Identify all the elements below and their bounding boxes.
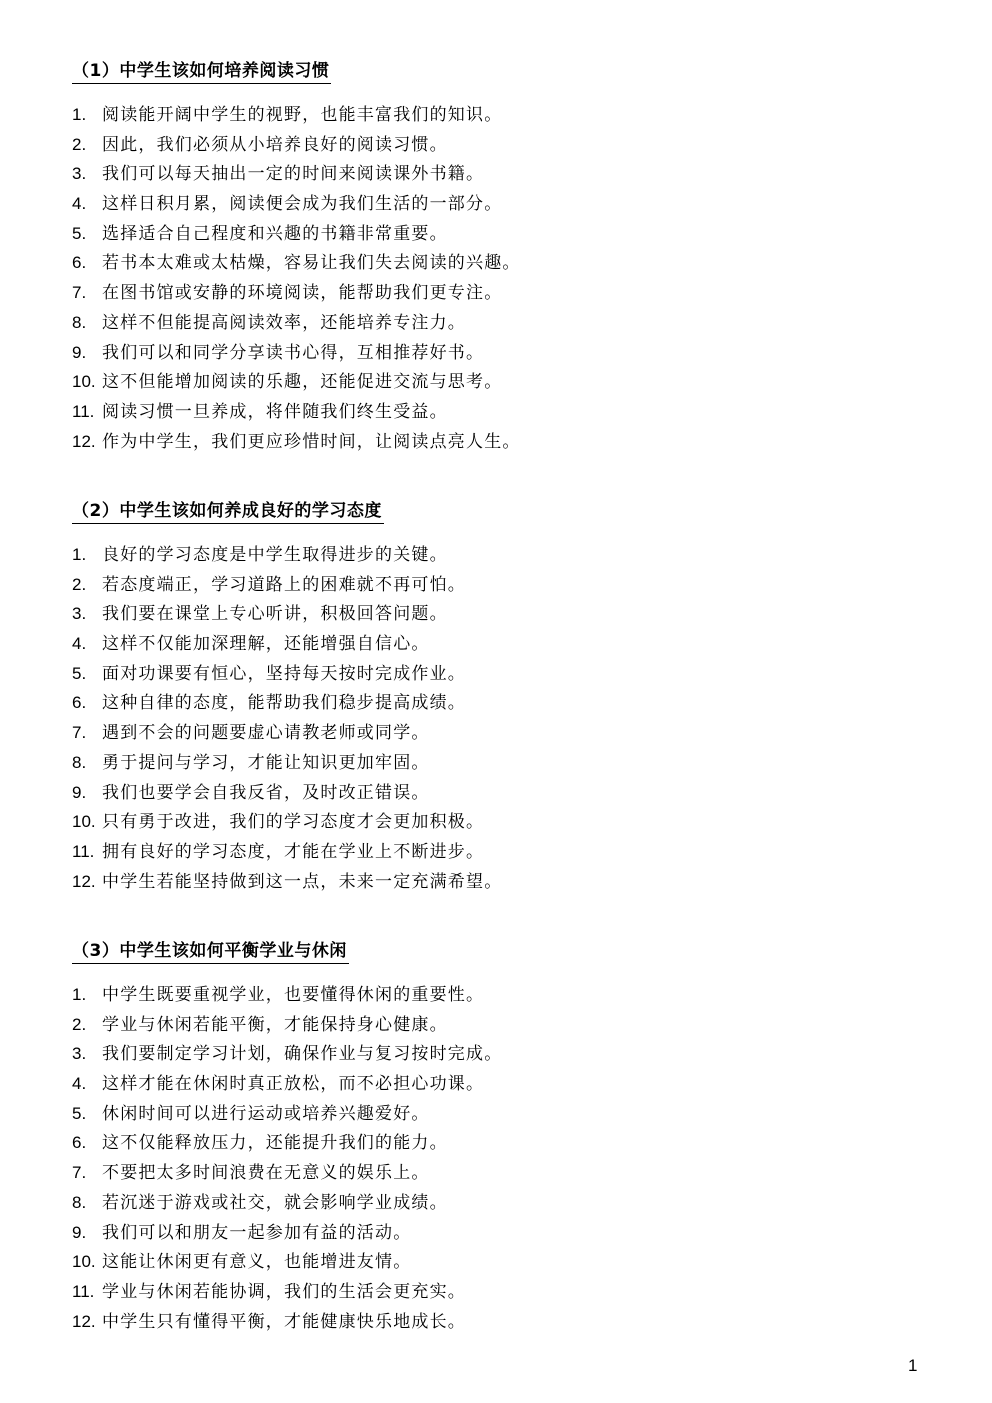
list-item <box>72 367 521 397</box>
list-item <box>72 1188 502 1218</box>
item-text: 这样不仅能加深理解，还能增强自信心。 <box>102 634 430 655</box>
list-item <box>72 688 502 718</box>
item-number: 4. <box>72 1074 87 1094</box>
item-text: 在图书馆或安静的环境阅读，能帮助我们更专注。 <box>102 283 503 304</box>
item-text: 我们要在课堂上专心听讲，积极回答问题。 <box>102 604 448 625</box>
item-text: 良好的学习态度是中学生取得进步的关键。 <box>102 545 448 565</box>
item-text: 阅读能开阔中学生的视野，也能丰富我们的知识。 <box>102 105 503 125</box>
list-item <box>72 1128 502 1158</box>
list-item <box>72 338 521 368</box>
item-number: 3. <box>72 1044 87 1064</box>
item-number: 8. <box>72 312 87 332</box>
item-text: 不要把太多时间浪费在无意义的娱乐上。 <box>102 1163 430 1184</box>
section-title: （3）中学生该如何平衡学业与休闲 <box>72 940 349 964</box>
item-number: 11. <box>72 1281 95 1301</box>
item-number: 11. <box>72 841 95 861</box>
item-number: 12. <box>72 1311 96 1331</box>
item-text: 我们可以和朋友一起参加有益的活动。 <box>102 1222 412 1243</box>
item-number: 8. <box>72 1192 87 1212</box>
list-item <box>72 837 502 867</box>
item-number: 11. <box>72 401 95 421</box>
item-text: 我们要制定学习计划，确保作业与复习按时完成。 <box>102 1044 503 1065</box>
sentence-list <box>72 980 502 1336</box>
list-item <box>72 867 502 897</box>
section-title: （2）中学生该如何养成良好的学习态度 <box>72 500 384 524</box>
item-text: 这样日积月累，阅读便会成为我们生活的一部分。 <box>102 194 503 215</box>
item-text: 这样不但能提高阅读效率，还能培养专注力。 <box>102 312 466 333</box>
item-text: 我们也要学会自我反省，及时改正错误。 <box>102 782 430 803</box>
page-number: 1 <box>908 1356 918 1375</box>
list-item <box>72 540 502 570</box>
item-text: 面对功课要有恒心，坚持每天按时完成作业。 <box>102 663 466 684</box>
item-text: 中学生只有懂得平衡，才能健康快乐地成长。 <box>102 1311 466 1332</box>
item-number: 1. <box>72 985 87 1004</box>
item-number: 6. <box>72 253 87 273</box>
item-text: 若书本太难或太枯燥，容易让我们失去阅读的兴趣。 <box>102 253 521 274</box>
list-item <box>72 1277 502 1307</box>
item-number: 7. <box>72 723 87 743</box>
list-item <box>72 629 502 659</box>
list-item <box>72 159 521 189</box>
item-text: 若沉迷于游戏或社交，就会影响学业成绩。 <box>102 1192 448 1213</box>
list-item <box>72 807 502 837</box>
item-number: 6. <box>72 1133 87 1153</box>
sentence-list <box>72 100 521 456</box>
list-item <box>72 248 521 278</box>
item-text: 勇于提问与学习，才能让知识更加牢固。 <box>102 752 430 773</box>
item-text: 这不仅能释放压力，还能提升我们的能力。 <box>102 1133 448 1154</box>
list-item <box>72 1099 502 1129</box>
item-text: 学业与休闲若能协调，我们的生活会更充实。 <box>102 1281 466 1302</box>
list-item <box>72 1158 502 1188</box>
list-item <box>72 278 521 308</box>
item-number: 9. <box>72 342 87 362</box>
list-item <box>72 1218 502 1248</box>
item-number: 8. <box>72 752 87 772</box>
list-item <box>72 599 502 629</box>
item-number: 3. <box>72 164 87 184</box>
list-item <box>72 980 502 1010</box>
item-number: 5. <box>72 223 87 243</box>
item-number: 12. <box>72 431 96 451</box>
section-learning-attitude <box>72 500 932 892</box>
item-text: 这不但能增加阅读的乐趣，还能促进交流与思考。 <box>102 372 503 393</box>
item-text: 这样才能在休闲时真正放松，而不必担心功课。 <box>102 1074 485 1095</box>
list-item <box>72 1247 502 1277</box>
list-item <box>72 570 502 600</box>
item-text: 我们可以每天抽出一定的时间来阅读课外书籍。 <box>102 164 485 185</box>
list-item <box>72 219 521 249</box>
item-text: 我们可以和同学分享读书心得，互相推荐好书。 <box>102 342 485 363</box>
item-text: 学业与休闲若能平衡，才能保持身心健康。 <box>102 1014 448 1035</box>
item-number: 6. <box>72 693 87 713</box>
item-text: 若态度端正，学习道路上的困难就不再可怕。 <box>102 574 466 595</box>
item-text: 因此，我们必须从小培养良好的阅读习惯。 <box>102 134 448 155</box>
section-reading-habits <box>72 60 932 452</box>
sentence-list <box>72 540 502 896</box>
item-number: 10. <box>72 372 96 392</box>
item-number: 1. <box>72 105 87 124</box>
item-text: 中学生若能坚持做到这一点，未来一定充满希望。 <box>102 871 503 892</box>
item-number: 5. <box>72 1103 87 1123</box>
list-item <box>72 1307 502 1337</box>
list-item <box>72 1069 502 1099</box>
list-item <box>72 1039 502 1069</box>
item-text: 选择适合自己程度和兴趣的书籍非常重要。 <box>102 223 448 244</box>
item-number: 10. <box>72 1252 96 1272</box>
item-number: 7. <box>72 283 87 303</box>
list-item <box>72 100 521 130</box>
item-number: 7. <box>72 1163 87 1183</box>
item-number: 2. <box>72 574 87 594</box>
list-item <box>72 718 502 748</box>
list-item <box>72 427 521 457</box>
list-item <box>72 748 502 778</box>
item-number: 9. <box>72 1222 87 1242</box>
item-number: 1. <box>72 545 87 564</box>
item-text: 只有勇于改进，我们的学习态度才会更加积极。 <box>102 812 485 833</box>
list-item <box>72 189 521 219</box>
item-number: 4. <box>72 634 87 654</box>
list-item <box>72 308 521 338</box>
list-item <box>72 778 502 808</box>
item-number: 4. <box>72 194 87 214</box>
item-number: 3. <box>72 604 87 624</box>
item-text: 拥有良好的学习态度，才能在学业上不断进步。 <box>102 841 485 862</box>
item-number: 9. <box>72 782 87 802</box>
list-item <box>72 130 521 160</box>
item-text: 阅读习惯一旦养成，将伴随我们终生受益。 <box>102 401 448 422</box>
list-item <box>72 1010 502 1040</box>
item-number: 5. <box>72 663 87 683</box>
section-study-leisure-balance <box>72 940 932 1332</box>
list-item <box>72 659 502 689</box>
item-number: 2. <box>72 134 87 154</box>
item-text: 遇到不会的问题要虚心请教老师或同学。 <box>102 723 430 744</box>
section-title: （1）中学生该如何培养阅读习惯 <box>72 60 331 84</box>
item-number: 2. <box>72 1014 87 1034</box>
item-text: 这种自律的态度，能帮助我们稳步提高成绩。 <box>102 693 466 714</box>
item-number: 10. <box>72 812 96 832</box>
item-number: 12. <box>72 871 96 891</box>
item-text: 休闲时间可以进行运动或培养兴趣爱好。 <box>102 1103 430 1124</box>
item-text: 这能让休闲更有意义，也能增进友情。 <box>102 1252 412 1273</box>
list-item <box>72 397 521 427</box>
item-text: 作为中学生，我们更应珍惜时间，让阅读点亮人生。 <box>102 431 521 452</box>
item-text: 中学生既要重视学业，也要懂得休闲的重要性。 <box>102 985 485 1005</box>
